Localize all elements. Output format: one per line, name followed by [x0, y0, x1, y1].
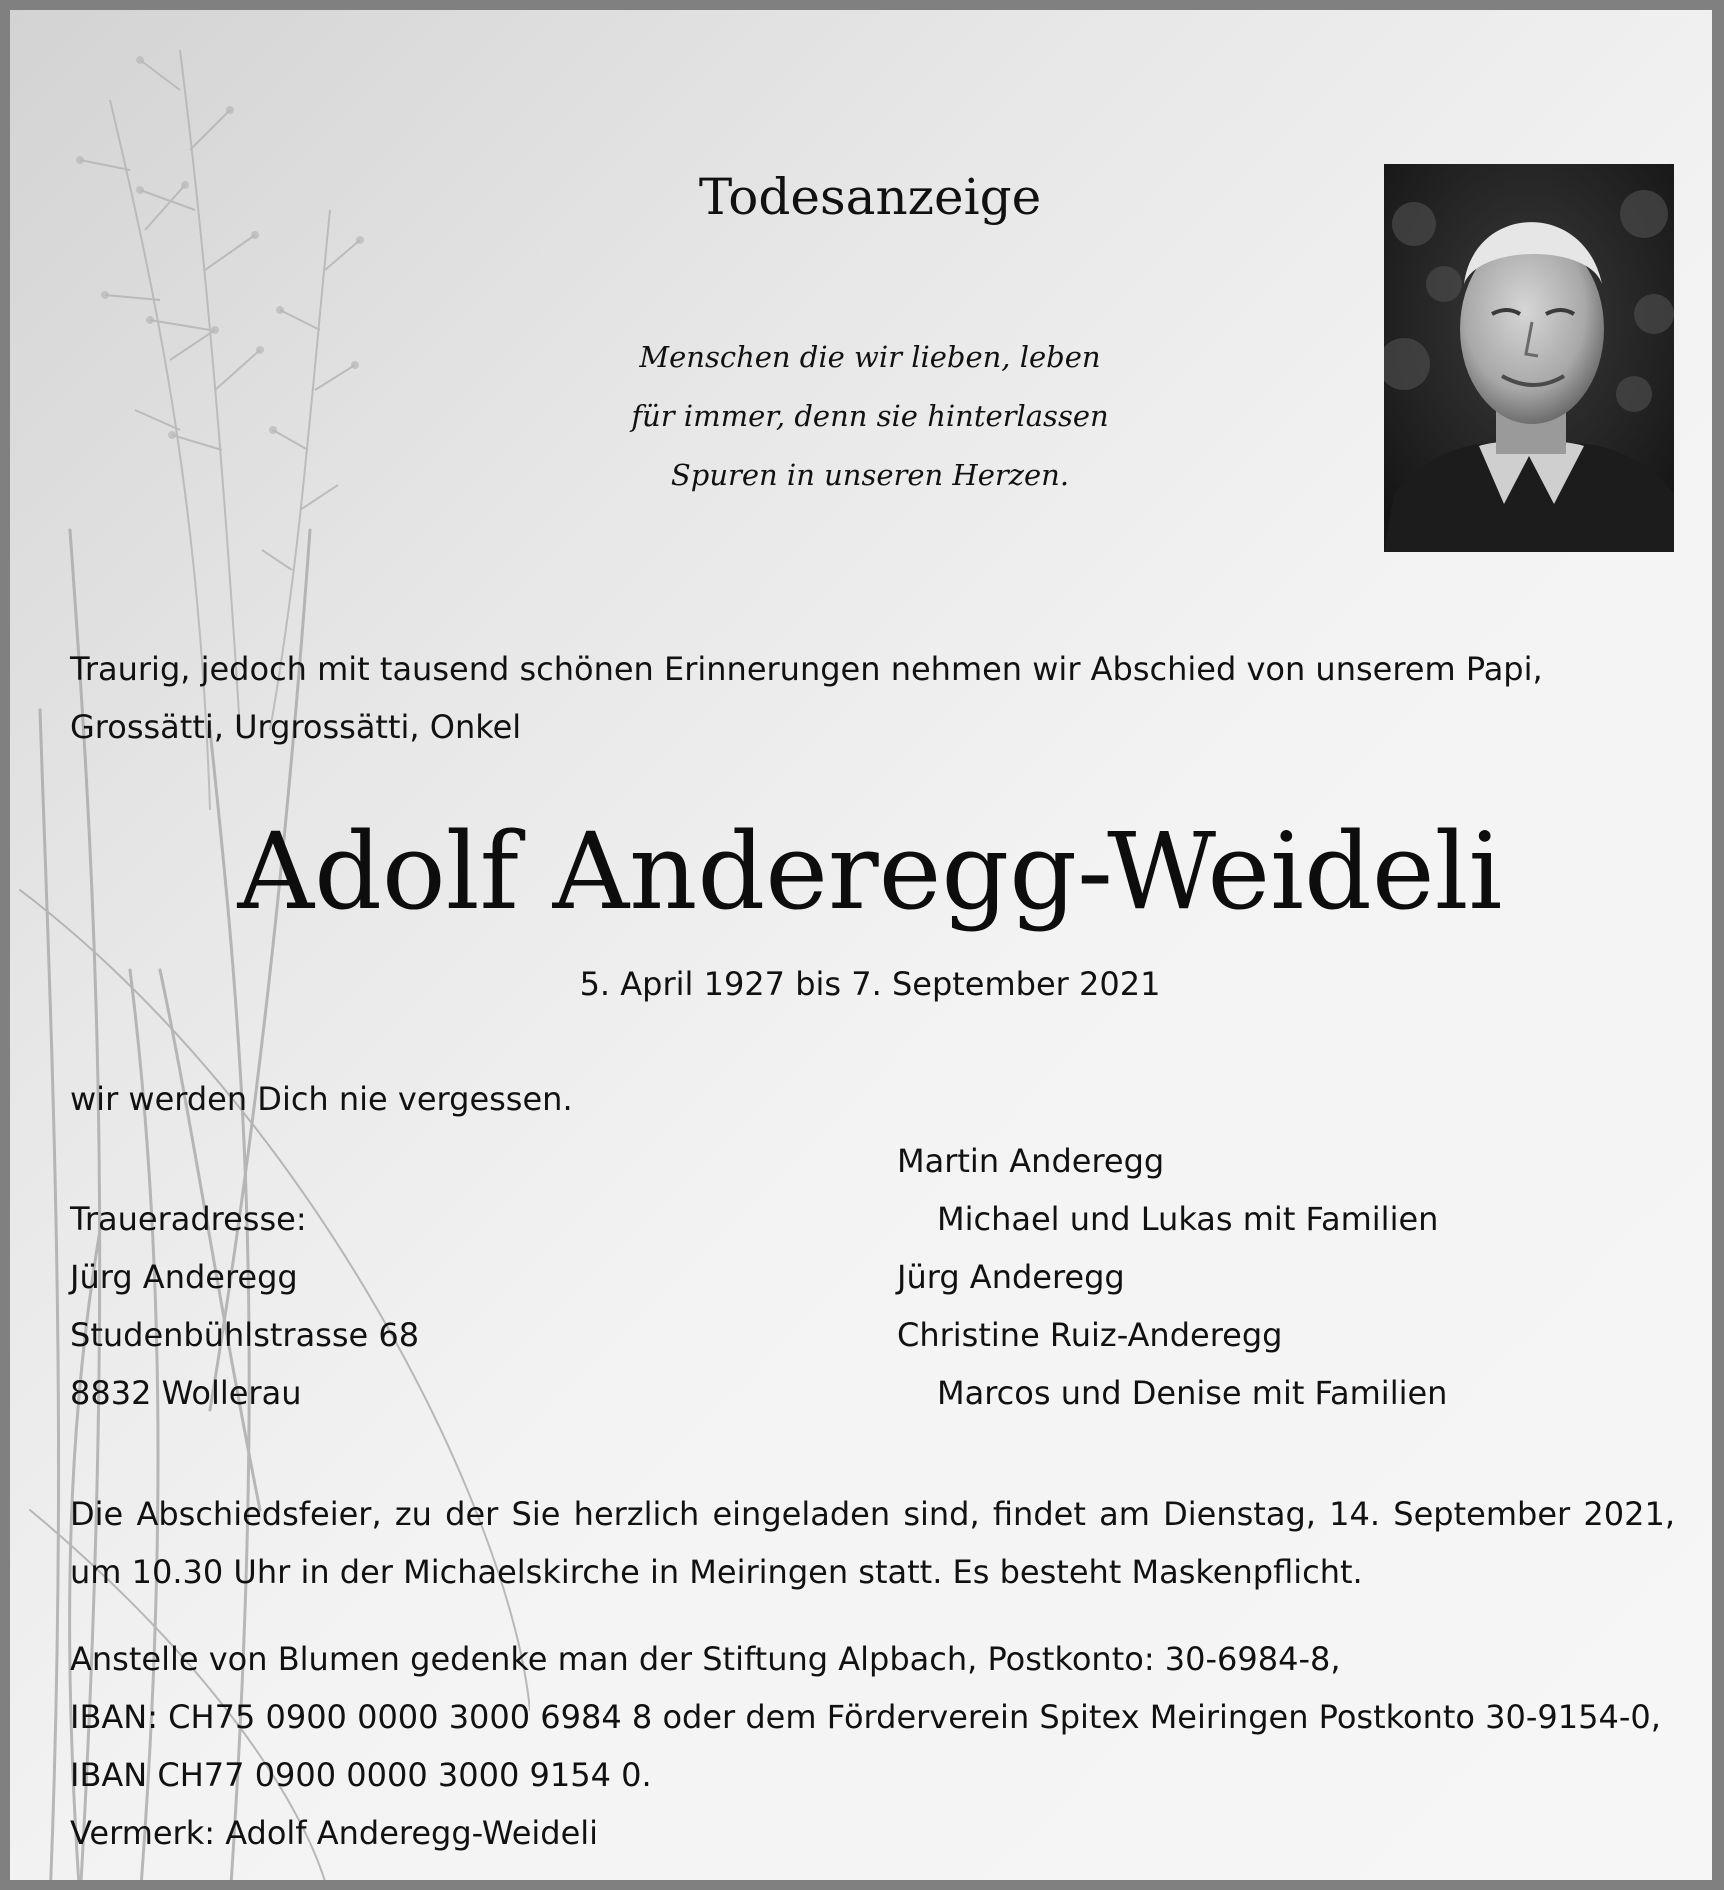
motto-line: Menschen die wir lieben, leben	[639, 340, 1101, 374]
donation-notice	[70, 1630, 1690, 1862]
address-label: Traueradresse:	[70, 1200, 307, 1238]
donation-line: Vermerk: Adolf Anderegg-Weideli	[70, 1814, 599, 1852]
motto-quote	[570, 328, 1170, 505]
family-member: Jürg Anderegg	[897, 1258, 1125, 1296]
family-member: Michael und Lukas mit Familien	[937, 1200, 1439, 1238]
life-dates: 5. April 1927 bis 7. September 2021	[579, 965, 1161, 1003]
donation-line: Anstelle von Blumen gedenke man der Stiftung Alpbach, Postkonto: 30-6984-8,	[70, 1640, 1341, 1678]
address-line: Jürg Anderegg	[70, 1258, 298, 1296]
family-list	[897, 1132, 1447, 1422]
family-member: Christine Ruiz-Anderegg	[897, 1316, 1283, 1354]
donation-line: IBAN: CH75 0900 0000 3000 6984 8 oder dem Förderverein Spitex Meiringen Postkonto 30-9154-0,	[70, 1698, 1661, 1736]
intro-text: Traurig, jedoch mit tausend schönen Erinnerungen nehmen wir Abschied von unserem Papi, Grossätti, Urgrossätti, Onkel	[70, 650, 1543, 746]
closing-line: wir werden Dich nie vergessen.	[70, 1080, 573, 1118]
motto-line: Spuren in unseren Herzen.	[670, 458, 1070, 492]
donation-line: IBAN CH77 0900 0000 3000 9154 0.	[70, 1756, 652, 1794]
mourning-address	[70, 1190, 419, 1422]
family-member: Marcos und Denise mit Familien	[937, 1374, 1448, 1412]
deceased-name: Adolf Anderegg-Weideli	[237, 810, 1503, 933]
family-member: Martin Anderegg	[897, 1142, 1165, 1180]
motto-line: für immer, denn sie hinterlassen	[631, 399, 1109, 433]
address-line: Studenbühlstrasse 68	[70, 1316, 420, 1354]
address-line: 8832 Wollerau	[70, 1374, 302, 1412]
page-title: Todesanzeige	[698, 168, 1042, 226]
grass-illustration	[10, 10, 530, 1890]
portrait-photo	[1384, 164, 1674, 552]
ceremony-notice: Die Abschiedsfeier, zu der Sie herzlich eingeladen sind, findet am Dienstag, 14. September 2021, um 10.30 Uhr in der Michaelskirche in Meiringen statt. Es besteht Maskenpflicht.	[70, 1495, 1675, 1591]
